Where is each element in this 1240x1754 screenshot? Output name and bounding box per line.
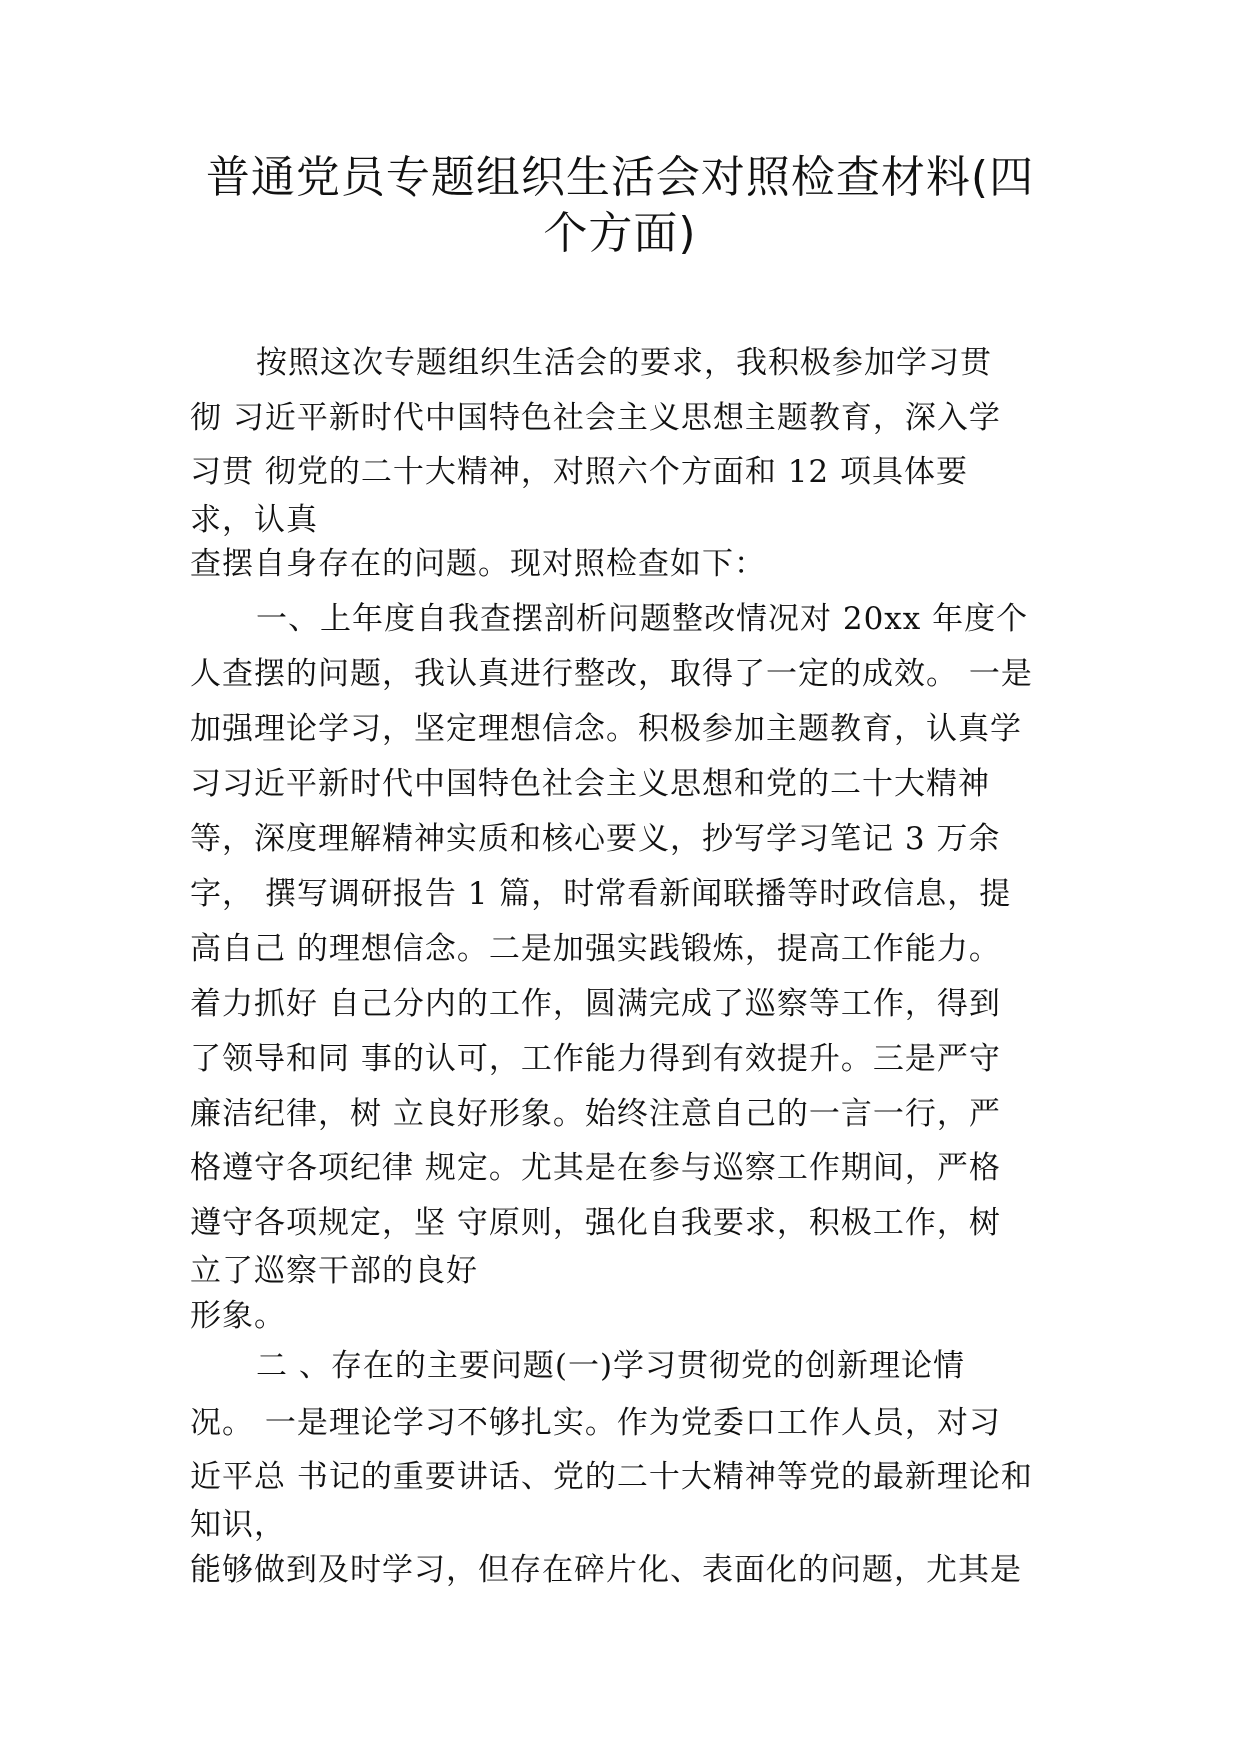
body-line: 求，认真: [190, 502, 318, 538]
body-line: 等，深度理解精神实质和核心要义，抄写学习笔记 3 万余: [190, 821, 1001, 857]
body-line: 况。 一是理论学习不够扎实。作为党委口工作人员，对习: [190, 1405, 1001, 1441]
body-line: 习习近平新时代中国特色社会主义思想和党的二十大精神: [190, 766, 990, 802]
body-line: 知识，: [190, 1507, 286, 1543]
body-line: 格遵守各项纪律 规定。尤其是在参与巡察工作期间，严格: [190, 1150, 1001, 1186]
body-line: 了领导和同 事的认可，工作能力得到有效提升。三是严守: [190, 1041, 1001, 1077]
body-line: 加强理论学习，坚定理想信念。积极参加主题教育，认真学: [190, 711, 1022, 747]
body-line: 能够做到及时学习，但存在碎片化、表面化的问题，尤其是: [190, 1552, 1022, 1588]
document-title: [150, 150, 1090, 262]
title-line-1: 普通党员专题组织生活会对照检查材料(四: [205, 152, 1035, 203]
body-line: 查摆自身存在的问题。现对照检查如下：: [190, 546, 766, 582]
body-line: 近平总 书记的重要讲话、党的二十大精神等党的最新理论和: [190, 1459, 1033, 1495]
body-line: 字， 撰写调研报告 1 篇，时常看新闻联播等时政信息，提: [190, 876, 1012, 912]
body-line: 遵守各项规定，坚 守原则，强化自我要求，积极工作，树: [190, 1205, 1001, 1241]
body-line: 按照这次专题组织生活会的要求，我积极参加学习贯: [256, 345, 992, 381]
body-line: 形象。: [190, 1298, 286, 1334]
body-line: 二 、存在的主要问题(一)学习贯彻党的创新理论情: [256, 1348, 966, 1384]
body-line: 习贯 彻党的二十大精神，对照六个方面和 12 项具体要: [190, 454, 969, 490]
body-line: 着力抓好 自己分内的工作，圆满完成了巡察等工作，得到: [190, 986, 1001, 1022]
body-line: 廉洁纪律，树 立良好形象。始终注意自己的一言一行，严: [190, 1096, 1001, 1132]
body-line: 高自己 的理想信念。二是加强实践锻炼，提高工作能力。: [190, 931, 1001, 967]
body-line: 一、上年度自我查摆剖析问题整改情况对 20xx 年度个: [256, 601, 1029, 637]
body-line: 彻 习近平新时代中国特色社会主义思想主题教育，深入学: [190, 400, 1001, 436]
body-line: 立了巡察干部的良好: [190, 1253, 478, 1289]
title-line-2: 个方面): [543, 208, 697, 259]
body-line: 人查摆的问题，我认真进行整改，取得了一定的成效。 一是: [190, 656, 1033, 692]
